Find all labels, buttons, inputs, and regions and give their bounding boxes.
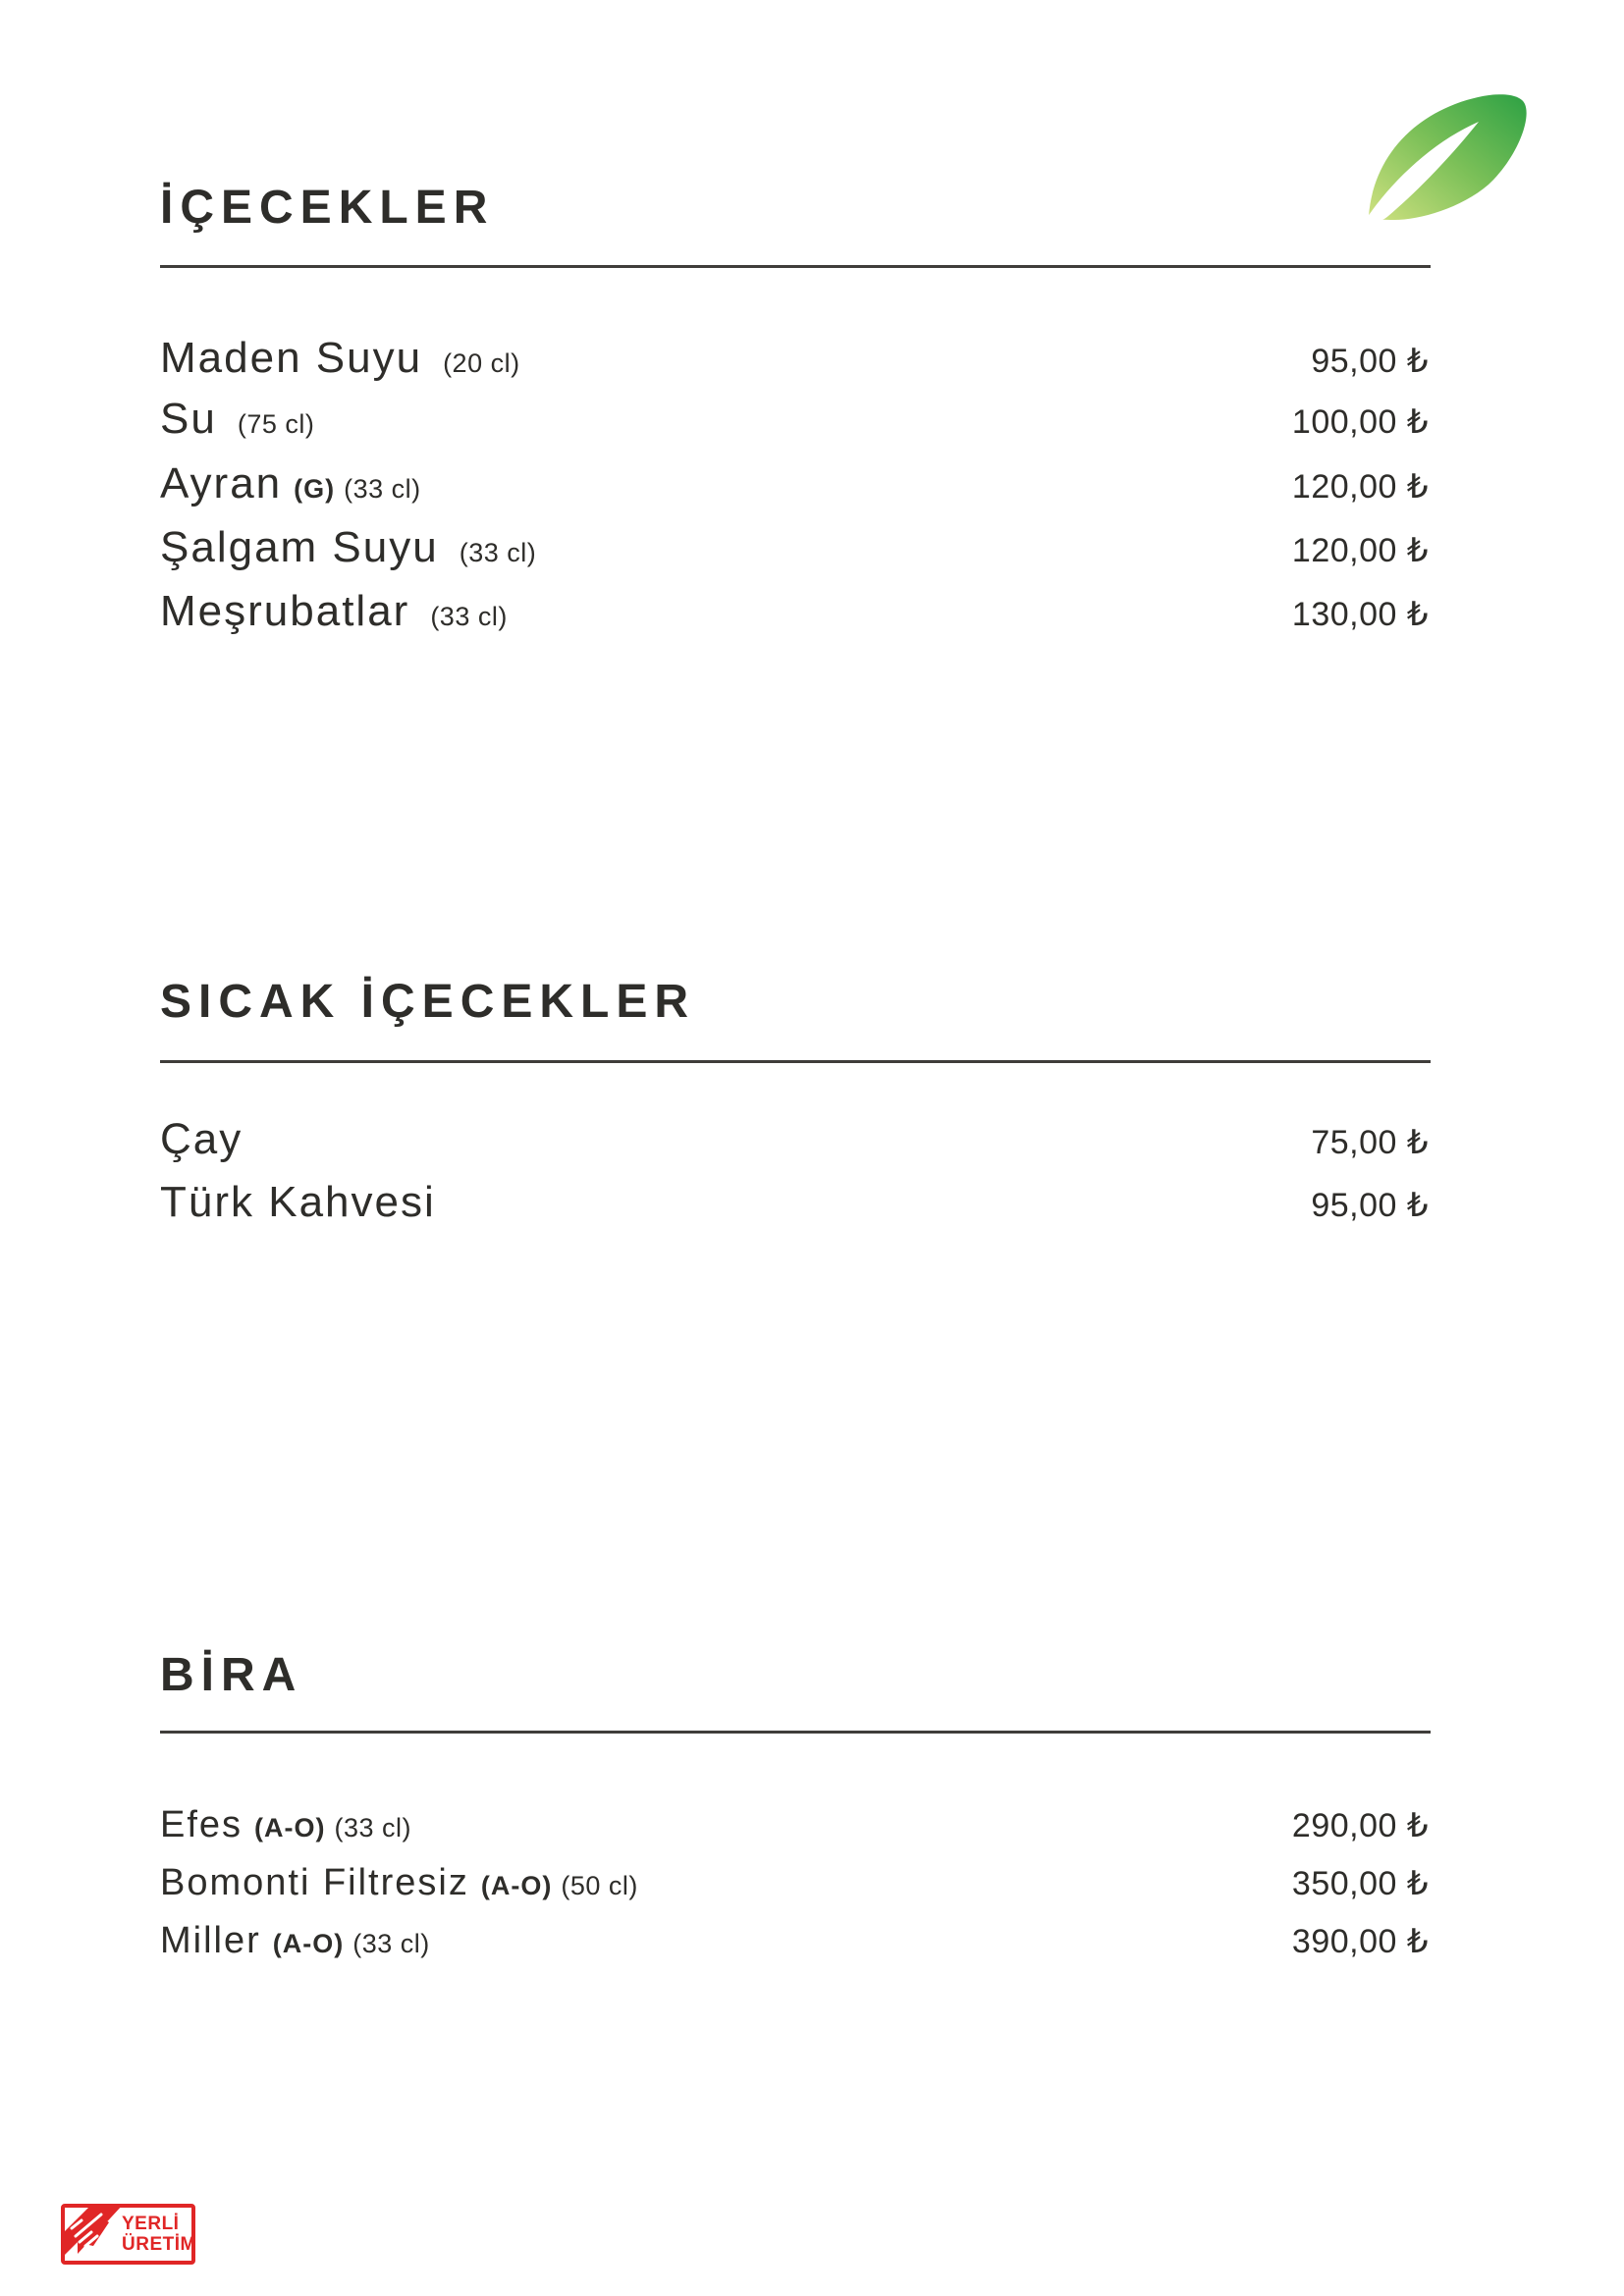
item-title: Bomonti Filtresiz: [160, 1862, 469, 1903]
menu-item-row: [160, 1862, 1429, 1906]
item-price: 95,00 ₺: [1311, 1187, 1429, 1224]
section-title: BİRA: [160, 1649, 303, 1701]
item-name: [160, 1920, 430, 1964]
menu-item-row: [160, 460, 1429, 512]
item-size: (50 cl): [561, 1871, 638, 1900]
item-name: [160, 1862, 638, 1906]
item-price: 130,00 ₺: [1291, 596, 1429, 633]
section-title: İÇECEKLER: [160, 182, 495, 234]
item-title: Efes: [160, 1804, 244, 1845]
section-divider: [160, 1731, 1431, 1734]
menu-item-row: [160, 396, 1429, 448]
item-price: 100,00 ₺: [1291, 403, 1429, 441]
item-title: Şalgam Suyu: [160, 523, 439, 571]
item-alcohol-tag: (A-O): [254, 1813, 326, 1842]
item-size: (33 cl): [459, 538, 537, 567]
item-name: [160, 335, 520, 387]
badge-line-1: YERLİ: [122, 2214, 180, 2234]
item-size: (75 cl): [237, 409, 315, 439]
section-title: SICAK İÇECEKLER: [160, 976, 696, 1028]
item-name: [160, 1804, 411, 1848]
menu-item-row: [160, 524, 1429, 576]
menu-item-row: [160, 588, 1429, 640]
section-divider: [160, 1060, 1431, 1063]
badge-line-2: ÜRETİM: [122, 2234, 196, 2255]
item-name: [160, 460, 421, 512]
item-title: Su: [160, 395, 217, 443]
item-size: (33 cl): [352, 1929, 430, 1958]
item-alcohol-tag: (A-O): [480, 1871, 553, 1900]
item-price: 95,00 ₺: [1311, 343, 1429, 380]
menu-item-row: [160, 335, 1429, 387]
item-size: (33 cl): [430, 602, 508, 631]
handshake-icon: [58, 2203, 127, 2271]
item-name: [160, 1116, 263, 1168]
item-size: (33 cl): [344, 474, 421, 504]
yerli-uretim-badge: [61, 2204, 195, 2265]
item-name: [160, 396, 314, 448]
item-price: 390,00 ₺: [1291, 1923, 1429, 1960]
menu-item-row: [160, 1804, 1429, 1848]
item-price: 75,00 ₺: [1311, 1124, 1429, 1161]
item-title: Meşrubatlar: [160, 587, 410, 635]
item-size: (20 cl): [443, 348, 520, 378]
item-name: [160, 524, 536, 576]
item-price: 350,00 ₺: [1291, 1865, 1429, 1902]
section-divider: [160, 265, 1431, 268]
leaf-icon: [1363, 90, 1530, 222]
item-alcohol-tag: (A-O): [272, 1929, 345, 1958]
item-title: Çay: [160, 1115, 244, 1163]
menu-item-row: [160, 1920, 1429, 1964]
item-name: [160, 588, 508, 640]
item-name: [160, 1179, 457, 1231]
item-price: 290,00 ₺: [1291, 1807, 1429, 1844]
item-price: 120,00 ₺: [1291, 532, 1429, 569]
item-title: Maden Suyu: [160, 334, 423, 382]
item-size: (33 cl): [334, 1813, 412, 1842]
item-title: Türk Kahvesi: [160, 1178, 436, 1226]
badge-text: [122, 2214, 196, 2255]
menu-item-row: [160, 1116, 1429, 1168]
item-title: Ayran: [160, 459, 283, 507]
item-title: Miller: [160, 1920, 261, 1961]
item-allergen-tag: (G): [294, 474, 336, 504]
menu-item-row: [160, 1179, 1429, 1231]
item-price: 120,00 ₺: [1291, 468, 1429, 506]
